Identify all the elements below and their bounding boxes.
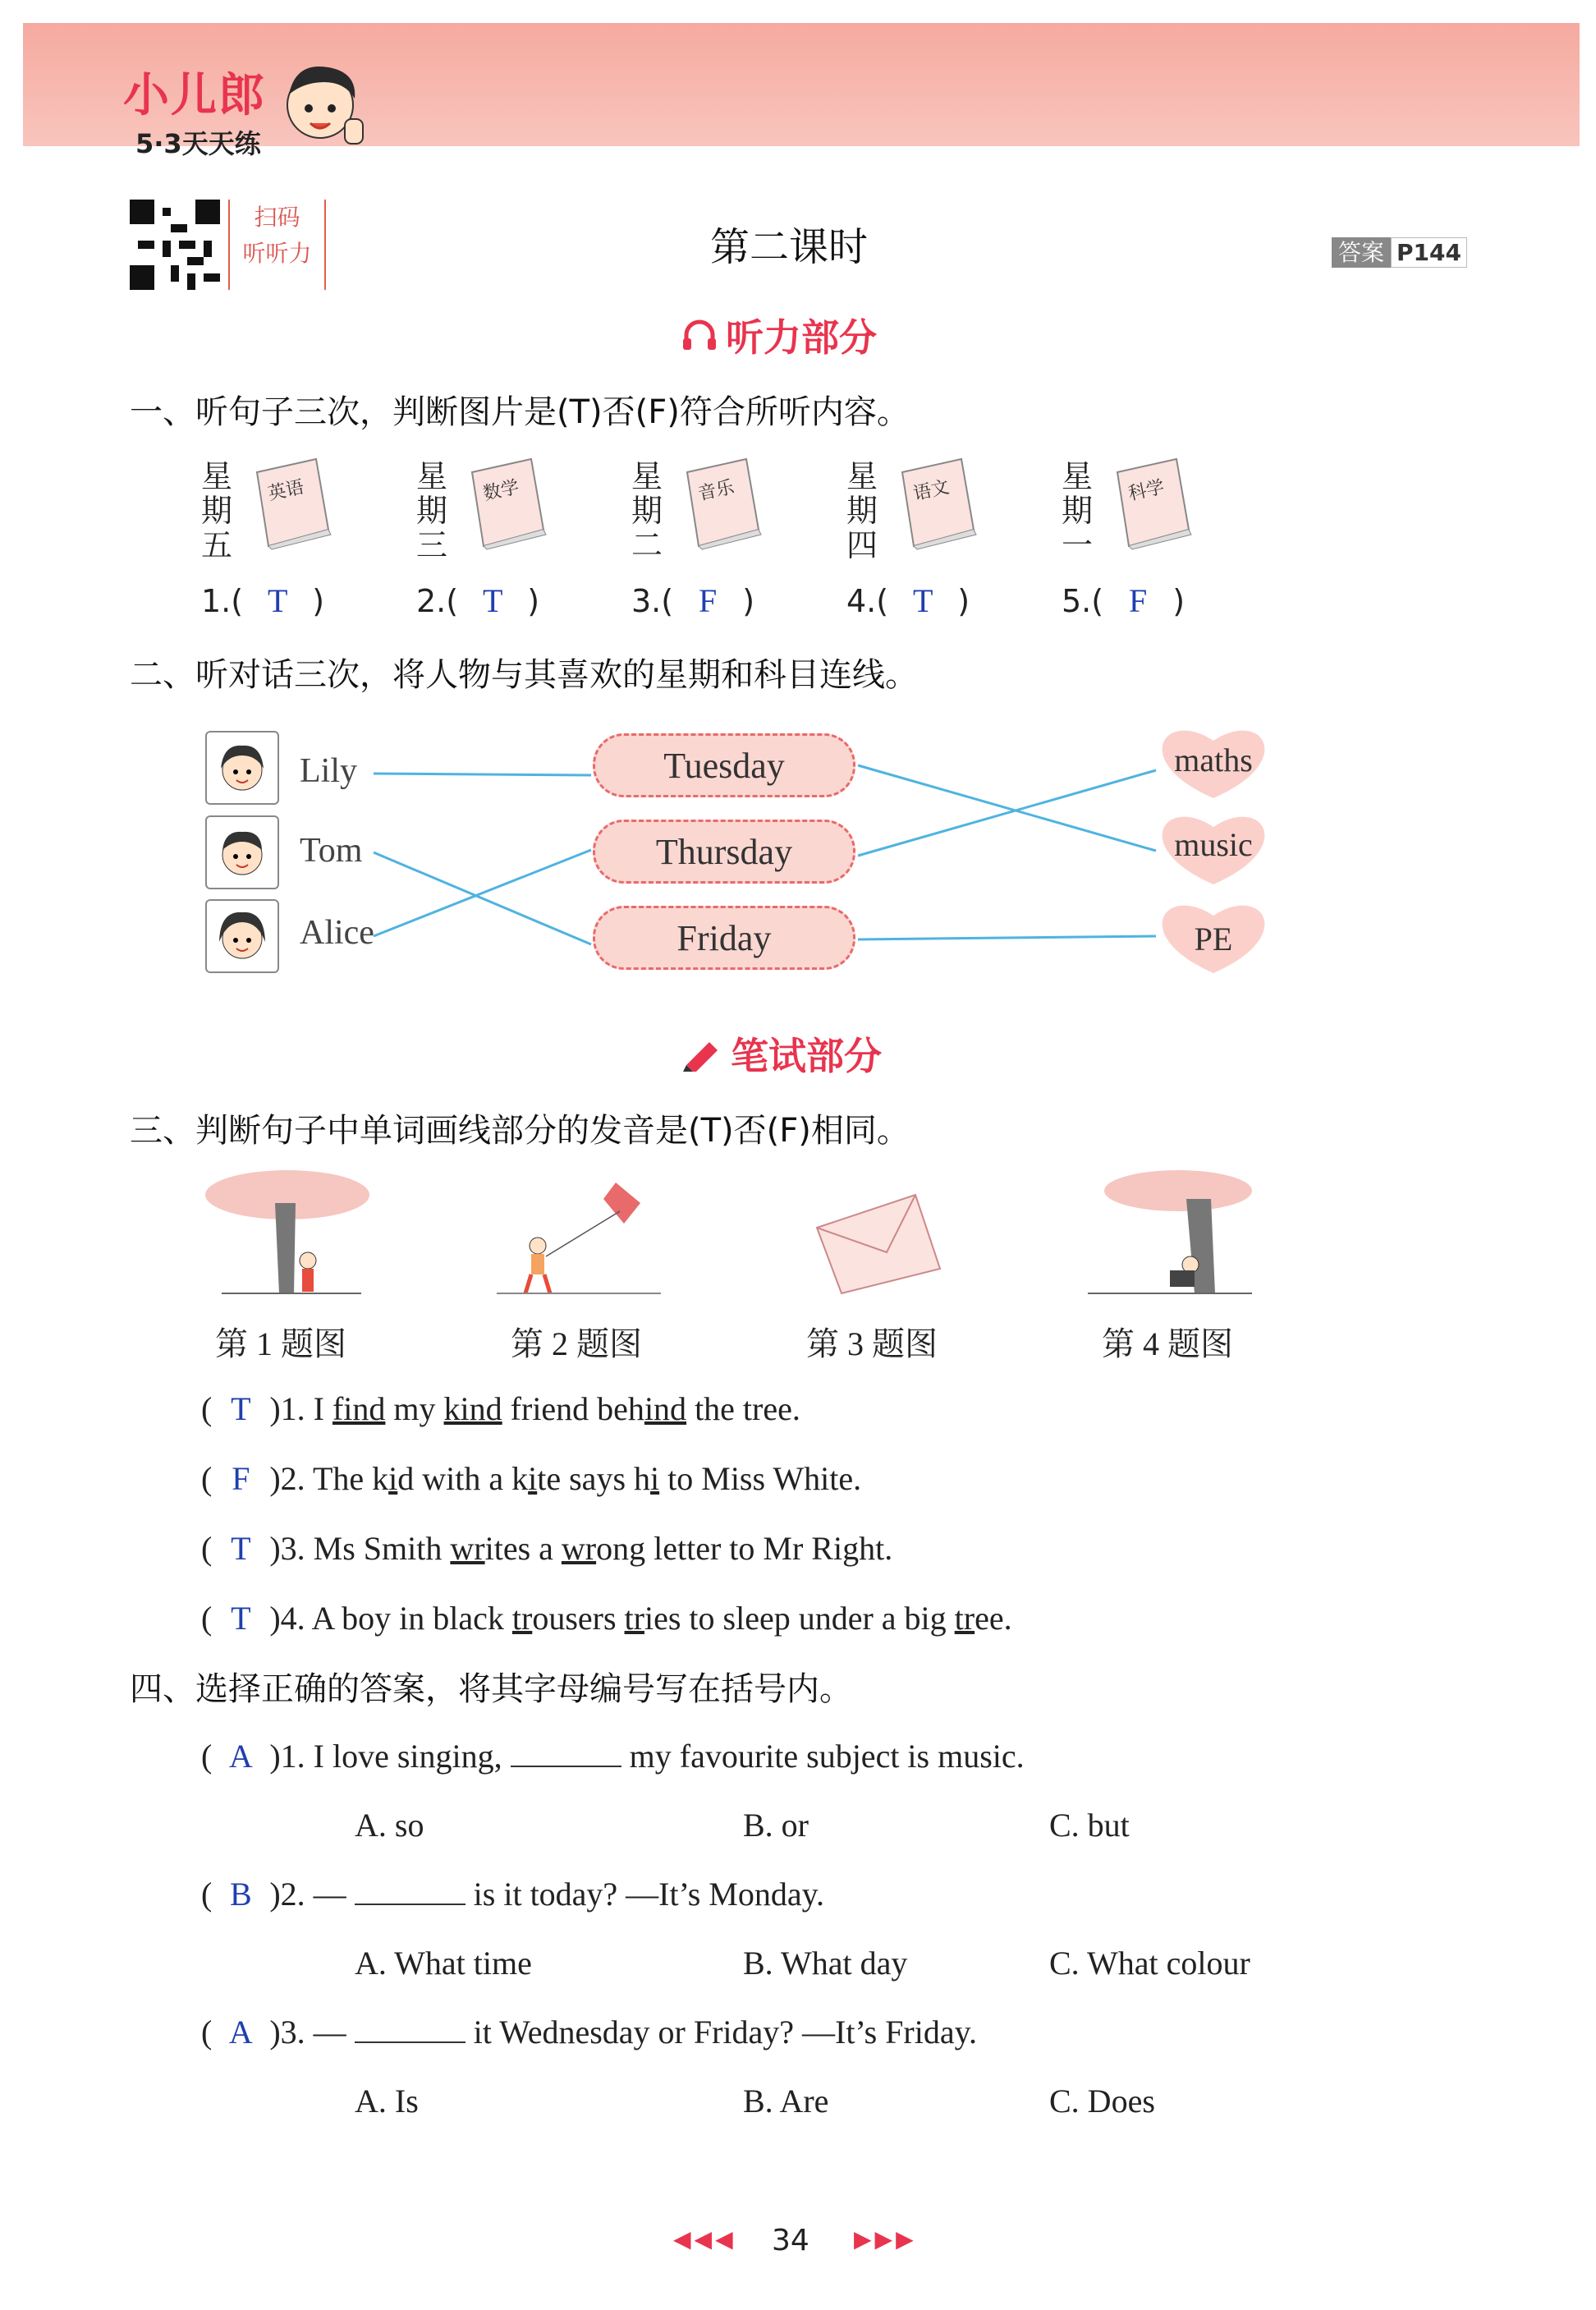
- q4-option[interactable]: A. What time: [355, 1945, 532, 1982]
- caption-2: 第 2 题图: [511, 1325, 642, 1362]
- page-number: 34: [772, 2224, 809, 2257]
- answer-blank: [355, 2017, 466, 2043]
- avatar-tom: [205, 815, 279, 889]
- q1-answer-2: 2.( T ): [416, 582, 540, 619]
- answer-page: P144: [1391, 237, 1467, 268]
- sentence-text: ites a: [484, 1530, 562, 1567]
- q1-num: 2.: [416, 583, 447, 619]
- q3-item-2: ( F )2. The kid with a kite says hi to Miss White.: [201, 1460, 862, 1497]
- answer-blank: [355, 1879, 466, 1905]
- person-tom: Tom: [300, 832, 363, 870]
- q3-num: )4.: [269, 1600, 305, 1637]
- q1-answer-4: 4.( T ): [846, 582, 970, 619]
- answer-blank: [511, 1741, 621, 1767]
- weekday-char: 期: [631, 494, 663, 529]
- sentence-text: Ms Smith: [313, 1530, 451, 1567]
- line-thursday-maths: [858, 770, 1156, 856]
- scan-line1: 扫码: [254, 204, 300, 231]
- sentence-text: friend beh: [502, 1390, 644, 1427]
- underlined-letters: i: [650, 1460, 660, 1497]
- brand-sub: 5·3天天练: [135, 128, 261, 159]
- q3-item-4: ( T )4. A boy in black trousers tries to sleep under a big tree.: [201, 1600, 1012, 1637]
- sentence-text: A boy in black: [311, 1600, 512, 1637]
- q4-before: I love singing,: [313, 1738, 502, 1775]
- q4-option[interactable]: C. but: [1049, 1807, 1130, 1844]
- q4-num: )2.: [269, 1876, 305, 1913]
- day-tuesday: Tuesday: [593, 733, 855, 797]
- sentence-text: I: [313, 1390, 332, 1427]
- weekday-char: 星: [846, 460, 878, 494]
- line-tuesday-music: [858, 765, 1156, 851]
- page-next-arrows[interactable]: ▶▶▶: [854, 2225, 917, 2253]
- person-alice: Alice: [300, 914, 374, 952]
- underlined-letters: wr: [450, 1530, 485, 1567]
- page-prev-arrows[interactable]: ◀◀◀: [673, 2225, 736, 2253]
- weekday-char: 三: [416, 529, 448, 563]
- q3-item-1: ( T )1. I find my kind friend behind the tree.: [201, 1390, 800, 1427]
- q1-answer-value: T: [482, 582, 503, 619]
- weekday-char: 期: [201, 494, 233, 529]
- sentence-text: ong letter to Mr Right.: [596, 1530, 893, 1567]
- book-subject-label: 语文: [911, 477, 952, 505]
- q4-after: is it today? —It’s Monday.: [473, 1876, 825, 1913]
- line-lily-tuesday: [374, 774, 591, 775]
- q3-answer: T: [231, 1390, 251, 1427]
- lesson-title: 第二课时: [710, 224, 869, 270]
- person-lily: Lily: [300, 752, 357, 790]
- listening-title-text: 听力部分: [726, 315, 877, 360]
- weekday-char: 一: [1062, 529, 1094, 563]
- book-subject-label: 数学: [481, 477, 521, 505]
- q3-num: )1.: [269, 1390, 305, 1427]
- underlined-letters: i: [528, 1460, 538, 1497]
- q4-heading: 四、选择正确的答案，将其字母编号写在括号内。: [130, 1670, 852, 1708]
- weekday-char: 星: [631, 460, 663, 494]
- writing-section-title: [681, 1026, 882, 1081]
- q1-answer-value: T: [267, 582, 288, 619]
- underlined-letters: tr: [511, 1600, 533, 1637]
- subject-maths: maths: [1174, 742, 1253, 778]
- q4-before: —: [313, 1876, 346, 1913]
- q4-num: )3.: [269, 2014, 305, 2051]
- caption-3: 第 3 题图: [806, 1325, 938, 1362]
- q4-option[interactable]: B. Are: [743, 2083, 829, 2119]
- tree-sleeping-boy-picture: [1080, 1170, 1260, 1302]
- sentence-text: my: [385, 1390, 444, 1427]
- q3-answer: F: [232, 1460, 250, 1497]
- underlined-letters: ind: [644, 1390, 687, 1427]
- subject-pe: PE: [1194, 921, 1233, 958]
- underlined-letters: find: [332, 1390, 386, 1427]
- q3-answer: T: [231, 1530, 251, 1567]
- weekday-char: 五: [201, 529, 233, 563]
- underlined-letters: tr: [954, 1600, 975, 1637]
- underlined-letters: wr: [561, 1530, 597, 1567]
- q1-answer-value: T: [912, 582, 933, 619]
- weekday-char: 期: [1062, 494, 1094, 529]
- q4-num: )1.: [269, 1738, 305, 1775]
- q3-answer: T: [231, 1600, 251, 1637]
- avatar-lily: [205, 731, 279, 805]
- line-alice-thursday: [374, 850, 591, 936]
- q3-item-3: ( T )3. Ms Smith writes a wrong letter to Mr Right.: [201, 1530, 893, 1567]
- q4-after: my favourite subject is music.: [629, 1738, 1025, 1775]
- q4-item-3: ( A )3. — it Wednesday or Friday? —It’s Friday.: [201, 2014, 977, 2051]
- q1-num: 3.: [631, 583, 662, 619]
- sentence-text: to Miss White.: [659, 1460, 862, 1497]
- q1-answer-value: F: [1129, 582, 1148, 619]
- q1-heading: 一、听句子三次，判断图片是(T)否(F)符合所听内容。: [130, 393, 910, 431]
- q4-answer: B: [229, 1876, 252, 1913]
- q1-num: 1.: [201, 583, 232, 619]
- q4-option[interactable]: A. Is: [355, 2083, 419, 2119]
- avatar-alice: [205, 899, 279, 973]
- subject-music: music: [1174, 826, 1253, 863]
- sentence-text: The k: [312, 1460, 389, 1497]
- caption-4: 第 4 题图: [1102, 1325, 1233, 1362]
- pencil-icon: [681, 1036, 722, 1072]
- q4-option[interactable]: B. or: [743, 1807, 809, 1844]
- sentence-text: the tree.: [686, 1390, 800, 1427]
- book-subject-label: 科学: [1126, 477, 1167, 505]
- q4-option[interactable]: C. What colour: [1049, 1945, 1250, 1982]
- q1-num: 4.: [846, 583, 877, 619]
- q4-option[interactable]: A. so: [355, 1807, 424, 1844]
- weekday-char: 星: [416, 460, 448, 494]
- sentence-text: ousers: [532, 1600, 625, 1637]
- sentence-text: d with a k: [397, 1460, 529, 1497]
- weekday-char: 星: [201, 460, 233, 494]
- caption-1: 第 1 题图: [215, 1325, 346, 1362]
- writing-title-text: 笔试部分: [731, 1034, 882, 1078]
- weekday-char: 二: [631, 529, 663, 563]
- sentence-text: ee.: [975, 1600, 1012, 1637]
- underlined-letters: i: [388, 1460, 398, 1497]
- day-thursday: Thursday: [593, 820, 855, 884]
- q4-option[interactable]: C. Does: [1049, 2083, 1155, 2119]
- q4-answer: A: [228, 1738, 253, 1775]
- q4-option[interactable]: B. What day: [743, 1945, 908, 1982]
- q4-after: it Wednesday or Friday? —It’s Friday.: [473, 2014, 977, 2051]
- underlined-letters: kind: [443, 1390, 502, 1427]
- weekday-char: 星: [1062, 460, 1094, 494]
- q3-heading: 三、判断句子中单词画线部分的发音是(T)否(F)相同。: [130, 1112, 910, 1150]
- sentence-text: te says h: [537, 1460, 651, 1497]
- book-subject-label: 音乐: [696, 477, 736, 505]
- line-tom-friday: [374, 852, 591, 944]
- q4-before: —: [313, 2014, 346, 2051]
- line-friday-pe: [858, 936, 1156, 939]
- scan-line2: 听听力: [242, 240, 312, 267]
- q1-answer-1: 1.( T ): [201, 582, 325, 619]
- weekday-char: 期: [416, 494, 448, 529]
- q3-num: )3.: [269, 1530, 305, 1567]
- q3-num: )2.: [269, 1460, 305, 1497]
- weekday-char: 期: [846, 494, 878, 529]
- tree-boy-picture: [197, 1170, 378, 1302]
- q1-answer-3: 3.( F ): [631, 582, 755, 619]
- underlined-letters: tr: [624, 1600, 644, 1637]
- envelope-picture: [784, 1170, 965, 1302]
- kite-boy-picture: [488, 1170, 669, 1302]
- q2-heading: 二、听对话三次，将人物与其喜欢的星期和科目连线。: [130, 656, 918, 694]
- q4-item-2: ( B )2. — is it today? —It’s Monday.: [201, 1876, 825, 1913]
- weekday-char: 四: [846, 529, 878, 563]
- q1-answer-5: 5.( F ): [1062, 582, 1186, 619]
- book-subject-label: 英语: [266, 477, 306, 505]
- brand-logo: 小儿郎: [123, 69, 266, 122]
- q4-answer: A: [228, 2014, 253, 2051]
- q4-item-1: ( A )1. I love singing, my favourite subject is music.: [201, 1738, 1025, 1775]
- sentence-text: ies to sleep under a big: [644, 1600, 955, 1637]
- q1-answer-value: F: [699, 582, 718, 619]
- answer-tag: 答案: [1332, 237, 1391, 268]
- q1-num: 5.: [1062, 583, 1092, 619]
- day-friday: Friday: [593, 906, 855, 970]
